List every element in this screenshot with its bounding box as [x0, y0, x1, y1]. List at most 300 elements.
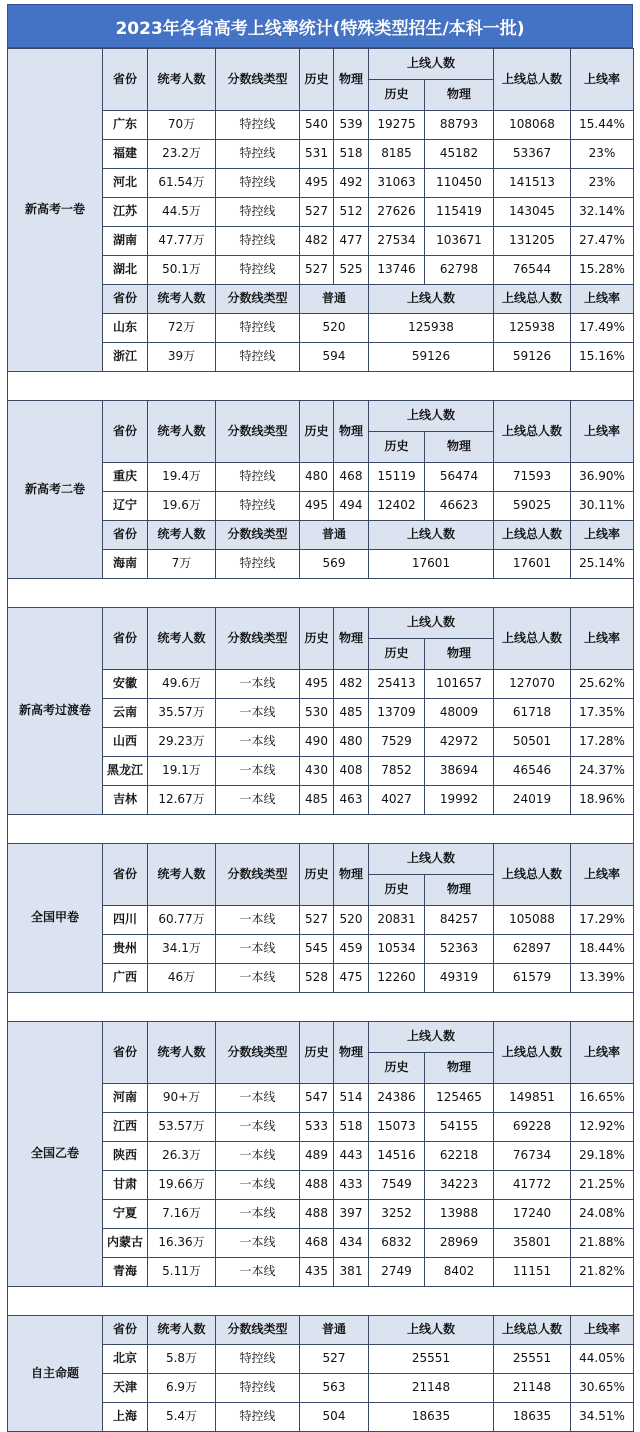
rate-cell: 27.47%: [571, 227, 634, 256]
province-cell: 甘肃: [103, 1171, 148, 1200]
online-history-cell: 14516: [369, 1142, 425, 1171]
online-physics-cell: 84257: [425, 906, 494, 935]
examinees-cell: 34.1万: [148, 935, 216, 964]
examinees-cell: 49.6万: [148, 670, 216, 699]
physics-line-cell: 459: [334, 935, 369, 964]
header-row: [8, 1316, 634, 1345]
rate-cell: 13.39%: [571, 964, 634, 993]
header-history-line: 历史: [300, 608, 334, 670]
online-physics-cell: 62798: [425, 256, 494, 285]
physics-line-cell: 518: [334, 140, 369, 169]
online-history-cell: 3252: [369, 1200, 425, 1229]
online-physics-cell: 46623: [425, 492, 494, 521]
total-online-cell: 62897: [494, 935, 571, 964]
history-line-cell: 527: [300, 256, 334, 285]
header-rate: 上线率: [571, 49, 634, 111]
online-history-cell: 13709: [369, 699, 425, 728]
history-line-cell: 480: [300, 463, 334, 492]
online-physics-cell: 49319: [425, 964, 494, 993]
province-cell: 广东: [103, 111, 148, 140]
rate-cell: 25.62%: [571, 670, 634, 699]
header-history-line: 历史: [300, 49, 334, 111]
header-online-history: 历史: [369, 875, 425, 906]
online-count-cell: 21148: [369, 1374, 494, 1403]
examinees-cell: 29.23万: [148, 728, 216, 757]
section-divider: [8, 993, 634, 1022]
examinees-cell: 70万: [148, 111, 216, 140]
header-online-count: 上线人数: [369, 1316, 494, 1345]
examinees-cell: 16.36万: [148, 1229, 216, 1258]
online-history-cell: 12402: [369, 492, 425, 521]
online-count-cell: 25551: [369, 1345, 494, 1374]
physics-line-cell: 514: [334, 1084, 369, 1113]
general-line-cell: 569: [300, 550, 369, 579]
header-line-type: 分数线类型: [216, 49, 300, 111]
total-online-cell: 53367: [494, 140, 571, 169]
rate-cell: 15.16%: [571, 343, 634, 372]
header-province: 省份: [103, 1316, 148, 1345]
header-row: [8, 608, 634, 639]
header-total-online: 上线总人数: [494, 49, 571, 111]
header-online-count: 上线人数: [369, 49, 494, 80]
header-total-online: 上线总人数: [494, 401, 571, 463]
province-cell: 云南: [103, 699, 148, 728]
online-physics-cell: 45182: [425, 140, 494, 169]
online-physics-cell: 48009: [425, 699, 494, 728]
line-type-cell: 一本线: [216, 728, 300, 757]
online-physics-cell: 115419: [425, 198, 494, 227]
rate-cell: 17.28%: [571, 728, 634, 757]
line-type-cell: 特控线: [216, 198, 300, 227]
province-cell: 天津: [103, 1374, 148, 1403]
header-rate: 上线率: [571, 1316, 634, 1345]
examinees-cell: 50.1万: [148, 256, 216, 285]
header-province: 省份: [103, 285, 148, 314]
section-gap: [8, 815, 634, 844]
online-history-cell: 6832: [369, 1229, 425, 1258]
total-online-cell: 17601: [494, 550, 571, 579]
header-online-count: 上线人数: [369, 1022, 494, 1053]
history-line-cell: 430: [300, 757, 334, 786]
province-cell: 浙江: [103, 343, 148, 372]
header-history-line: 历史: [300, 1022, 334, 1084]
physics-line-cell: 468: [334, 463, 369, 492]
online-physics-cell: 13988: [425, 1200, 494, 1229]
line-type-cell: 特控线: [216, 492, 300, 521]
section-gap: [8, 372, 634, 401]
header-province: 省份: [103, 608, 148, 670]
header-examinees: 统考人数: [148, 401, 216, 463]
rate-cell: 18.44%: [571, 935, 634, 964]
line-type-cell: 特控线: [216, 314, 300, 343]
line-type-cell: 特控线: [216, 111, 300, 140]
history-line-cell: 488: [300, 1171, 334, 1200]
rate-cell: 21.82%: [571, 1258, 634, 1287]
history-line-cell: 531: [300, 140, 334, 169]
online-history-cell: 7852: [369, 757, 425, 786]
header-line-type: 分数线类型: [216, 521, 300, 550]
header-online-physics: 物理: [425, 875, 494, 906]
rate-cell: 30.65%: [571, 1374, 634, 1403]
history-line-cell: 530: [300, 699, 334, 728]
history-line-cell: 527: [300, 198, 334, 227]
line-type-cell: 一本线: [216, 1200, 300, 1229]
total-online-cell: 61718: [494, 699, 571, 728]
online-history-cell: 31063: [369, 169, 425, 198]
province-cell: 陕西: [103, 1142, 148, 1171]
header-examinees: 统考人数: [148, 1022, 216, 1084]
total-online-cell: 105088: [494, 906, 571, 935]
province-cell: 内蒙古: [103, 1229, 148, 1258]
rate-cell: 24.08%: [571, 1200, 634, 1229]
province-cell: 江苏: [103, 198, 148, 227]
header-province: 省份: [103, 401, 148, 463]
header-row: [8, 49, 634, 80]
physics-line-cell: 539: [334, 111, 369, 140]
province-cell: 青海: [103, 1258, 148, 1287]
province-cell: 湖北: [103, 256, 148, 285]
online-history-cell: 13746: [369, 256, 425, 285]
exam-group-label: 新高考一卷: [8, 49, 103, 372]
province-cell: 吉林: [103, 786, 148, 815]
total-online-cell: 25551: [494, 1345, 571, 1374]
header-line-type: 分数线类型: [216, 844, 300, 906]
history-line-cell: 533: [300, 1113, 334, 1142]
header-online-count: 上线人数: [369, 401, 494, 432]
line-type-cell: 一本线: [216, 670, 300, 699]
history-line-cell: 485: [300, 786, 334, 815]
line-type-cell: 一本线: [216, 1113, 300, 1142]
total-online-cell: 35801: [494, 1229, 571, 1258]
header-online-history: 历史: [369, 432, 425, 463]
total-online-cell: 61579: [494, 964, 571, 993]
header-examinees: 统考人数: [148, 521, 216, 550]
header-rate: 上线率: [571, 285, 634, 314]
total-online-cell: 141513: [494, 169, 571, 198]
online-history-cell: 2749: [369, 1258, 425, 1287]
online-physics-cell: 101657: [425, 670, 494, 699]
line-type-cell: 特控线: [216, 1403, 300, 1432]
header-general-line: 普通: [300, 521, 369, 550]
exam-group-label: 自主命题: [8, 1316, 103, 1432]
examinees-cell: 90+万: [148, 1084, 216, 1113]
total-online-cell: 17240: [494, 1200, 571, 1229]
header-online-count: 上线人数: [369, 521, 494, 550]
physics-line-cell: 512: [334, 198, 369, 227]
province-cell: 北京: [103, 1345, 148, 1374]
header-total-online: 上线总人数: [494, 521, 571, 550]
online-history-cell: 15073: [369, 1113, 425, 1142]
history-line-cell: 490: [300, 728, 334, 757]
general-line-cell: 520: [300, 314, 369, 343]
header-province: 省份: [103, 49, 148, 111]
header-online-physics: 物理: [425, 80, 494, 111]
section-divider: [8, 579, 634, 608]
table-title: 2023年各省高考上线率统计(特殊类型招生/本科一批): [7, 4, 633, 48]
rate-cell: 17.29%: [571, 906, 634, 935]
online-physics-cell: 62218: [425, 1142, 494, 1171]
total-online-cell: 125938: [494, 314, 571, 343]
rate-cell: 15.44%: [571, 111, 634, 140]
province-cell: 海南: [103, 550, 148, 579]
rate-cell: 23%: [571, 140, 634, 169]
total-online-cell: 59025: [494, 492, 571, 521]
header-rate: 上线率: [571, 608, 634, 670]
header-line-type: 分数线类型: [216, 1022, 300, 1084]
online-history-cell: 15119: [369, 463, 425, 492]
rate-cell: 15.28%: [571, 256, 634, 285]
total-online-cell: 11151: [494, 1258, 571, 1287]
rate-cell: 17.49%: [571, 314, 634, 343]
province-cell: 辽宁: [103, 492, 148, 521]
province-cell: 上海: [103, 1403, 148, 1432]
line-type-cell: 一本线: [216, 1171, 300, 1200]
online-physics-cell: 19992: [425, 786, 494, 815]
header-examinees: 统考人数: [148, 49, 216, 111]
total-online-cell: 76544: [494, 256, 571, 285]
rate-cell: 34.51%: [571, 1403, 634, 1432]
examinees-cell: 19.1万: [148, 757, 216, 786]
header-line-type: 分数线类型: [216, 401, 300, 463]
province-cell: 山东: [103, 314, 148, 343]
header-rate: 上线率: [571, 521, 634, 550]
history-line-cell: 545: [300, 935, 334, 964]
rate-cell: 30.11%: [571, 492, 634, 521]
line-type-cell: 一本线: [216, 1142, 300, 1171]
line-type-cell: 一本线: [216, 1229, 300, 1258]
rate-cell: 17.35%: [571, 699, 634, 728]
header-examinees: 统考人数: [148, 1316, 216, 1345]
history-line-cell: 489: [300, 1142, 334, 1171]
header-rate: 上线率: [571, 1022, 634, 1084]
rate-cell: 16.65%: [571, 1084, 634, 1113]
online-physics-cell: 8402: [425, 1258, 494, 1287]
online-physics-cell: 34223: [425, 1171, 494, 1200]
online-physics-cell: 42972: [425, 728, 494, 757]
header-province: 省份: [103, 844, 148, 906]
history-line-cell: 495: [300, 492, 334, 521]
online-physics-cell: 52363: [425, 935, 494, 964]
examinees-cell: 5.8万: [148, 1345, 216, 1374]
header-rate: 上线率: [571, 844, 634, 906]
total-online-cell: 71593: [494, 463, 571, 492]
examinees-cell: 53.57万: [148, 1113, 216, 1142]
header-row: [8, 401, 634, 432]
total-online-cell: 59126: [494, 343, 571, 372]
rate-cell: 25.14%: [571, 550, 634, 579]
history-line-cell: 435: [300, 1258, 334, 1287]
header-online-count: 上线人数: [369, 285, 494, 314]
total-online-cell: 69228: [494, 1113, 571, 1142]
province-cell: 重庆: [103, 463, 148, 492]
rate-cell: 44.05%: [571, 1345, 634, 1374]
header-row: [8, 1022, 634, 1053]
header-examinees: 统考人数: [148, 608, 216, 670]
province-cell: 福建: [103, 140, 148, 169]
rate-cell: 21.88%: [571, 1229, 634, 1258]
total-online-cell: 149851: [494, 1084, 571, 1113]
header-online-physics: 物理: [425, 1053, 494, 1084]
header-online-history: 历史: [369, 639, 425, 670]
header-physics-line: 物理: [334, 401, 369, 463]
province-cell: 河南: [103, 1084, 148, 1113]
province-cell: 四川: [103, 906, 148, 935]
line-type-cell: 特控线: [216, 343, 300, 372]
section-gap: [8, 579, 634, 608]
total-online-cell: 18635: [494, 1403, 571, 1432]
online-history-cell: 7529: [369, 728, 425, 757]
line-type-cell: 特控线: [216, 169, 300, 198]
history-line-cell: 488: [300, 1200, 334, 1229]
history-line-cell: 495: [300, 169, 334, 198]
rate-cell: 29.18%: [571, 1142, 634, 1171]
physics-line-cell: 408: [334, 757, 369, 786]
line-type-cell: 特控线: [216, 1374, 300, 1403]
rate-cell: 21.25%: [571, 1171, 634, 1200]
header-online-count: 上线人数: [369, 844, 494, 875]
online-count-cell: 125938: [369, 314, 494, 343]
examinees-cell: 72万: [148, 314, 216, 343]
header-rate: 上线率: [571, 401, 634, 463]
online-history-cell: 12260: [369, 964, 425, 993]
examinees-cell: 35.57万: [148, 699, 216, 728]
online-physics-cell: 38694: [425, 757, 494, 786]
header-examinees: 统考人数: [148, 844, 216, 906]
physics-line-cell: 433: [334, 1171, 369, 1200]
examinees-cell: 5.4万: [148, 1403, 216, 1432]
total-online-cell: 24019: [494, 786, 571, 815]
physics-line-cell: 475: [334, 964, 369, 993]
general-line-cell: 527: [300, 1345, 369, 1374]
examinees-cell: 5.11万: [148, 1258, 216, 1287]
examinees-cell: 44.5万: [148, 198, 216, 227]
header-total-online: 上线总人数: [494, 1316, 571, 1345]
header-total-online: 上线总人数: [494, 844, 571, 906]
section-divider: [8, 372, 634, 401]
history-line-cell: 547: [300, 1084, 334, 1113]
online-physics-cell: 28969: [425, 1229, 494, 1258]
total-online-cell: 131205: [494, 227, 571, 256]
exam-group-label: 新高考过渡卷: [8, 608, 103, 815]
general-line-cell: 563: [300, 1374, 369, 1403]
section-divider: [8, 815, 634, 844]
online-history-cell: 10534: [369, 935, 425, 964]
rate-cell: 23%: [571, 169, 634, 198]
section-divider: [8, 1287, 634, 1316]
history-line-cell: 495: [300, 670, 334, 699]
history-line-cell: 528: [300, 964, 334, 993]
line-type-cell: 特控线: [216, 550, 300, 579]
history-line-cell: 468: [300, 1229, 334, 1258]
physics-line-cell: 443: [334, 1142, 369, 1171]
rate-cell: 32.14%: [571, 198, 634, 227]
province-cell: 贵州: [103, 935, 148, 964]
exam-group-label: 全国乙卷: [8, 1022, 103, 1287]
admission-rate-table: [7, 48, 634, 1432]
online-history-cell: 20831: [369, 906, 425, 935]
total-online-cell: 76734: [494, 1142, 571, 1171]
examinees-cell: 61.54万: [148, 169, 216, 198]
examinees-cell: 60.77万: [148, 906, 216, 935]
rate-cell: 18.96%: [571, 786, 634, 815]
line-type-cell: 特控线: [216, 227, 300, 256]
line-type-cell: 一本线: [216, 699, 300, 728]
section-gap: [8, 993, 634, 1022]
physics-line-cell: 518: [334, 1113, 369, 1142]
examinees-cell: 7万: [148, 550, 216, 579]
header-line-type: 分数线类型: [216, 285, 300, 314]
header-physics-line: 物理: [334, 49, 369, 111]
online-physics-cell: 88793: [425, 111, 494, 140]
header-line-type: 分数线类型: [216, 1316, 300, 1345]
header-total-online: 上线总人数: [494, 1022, 571, 1084]
physics-line-cell: 494: [334, 492, 369, 521]
line-type-cell: 一本线: [216, 786, 300, 815]
line-type-cell: 特控线: [216, 1345, 300, 1374]
physics-line-cell: 463: [334, 786, 369, 815]
physics-line-cell: 482: [334, 670, 369, 699]
examinees-cell: 39万: [148, 343, 216, 372]
examinees-cell: 12.67万: [148, 786, 216, 815]
line-type-cell: 一本线: [216, 1084, 300, 1113]
physics-line-cell: 381: [334, 1258, 369, 1287]
online-count-cell: 18635: [369, 1403, 494, 1432]
total-online-cell: 21148: [494, 1374, 571, 1403]
examinees-cell: 19.6万: [148, 492, 216, 521]
online-history-cell: 19275: [369, 111, 425, 140]
province-cell: 山西: [103, 728, 148, 757]
general-line-cell: 504: [300, 1403, 369, 1432]
physics-line-cell: 485: [334, 699, 369, 728]
line-type-cell: 一本线: [216, 757, 300, 786]
section-gap: [8, 1287, 634, 1316]
header-history-line: 历史: [300, 844, 334, 906]
province-cell: 黑龙江: [103, 757, 148, 786]
line-type-cell: 一本线: [216, 906, 300, 935]
online-physics-cell: 103671: [425, 227, 494, 256]
examinees-cell: 47.77万: [148, 227, 216, 256]
line-type-cell: 一本线: [216, 964, 300, 993]
online-physics-cell: 54155: [425, 1113, 494, 1142]
exam-group-label: 新高考二卷: [8, 401, 103, 579]
header-online-history: 历史: [369, 80, 425, 111]
header-online-physics: 物理: [425, 432, 494, 463]
online-physics-cell: 110450: [425, 169, 494, 198]
online-history-cell: 24386: [369, 1084, 425, 1113]
line-type-cell: 特控线: [216, 140, 300, 169]
header-total-online: 上线总人数: [494, 608, 571, 670]
examinees-cell: 23.2万: [148, 140, 216, 169]
physics-line-cell: 525: [334, 256, 369, 285]
total-online-cell: 143045: [494, 198, 571, 227]
physics-line-cell: 492: [334, 169, 369, 198]
examinees-cell: 6.9万: [148, 1374, 216, 1403]
header-history-line: 历史: [300, 401, 334, 463]
online-history-cell: 25413: [369, 670, 425, 699]
history-line-cell: 527: [300, 906, 334, 935]
total-online-cell: 46546: [494, 757, 571, 786]
examinees-cell: 26.3万: [148, 1142, 216, 1171]
online-physics-cell: 125465: [425, 1084, 494, 1113]
header-online-history: 历史: [369, 1053, 425, 1084]
line-type-cell: 一本线: [216, 1258, 300, 1287]
header-province: 省份: [103, 521, 148, 550]
rate-cell: 36.90%: [571, 463, 634, 492]
online-history-cell: 7549: [369, 1171, 425, 1200]
physics-line-cell: 434: [334, 1229, 369, 1258]
province-cell: 宁夏: [103, 1200, 148, 1229]
online-count-cell: 59126: [369, 343, 494, 372]
